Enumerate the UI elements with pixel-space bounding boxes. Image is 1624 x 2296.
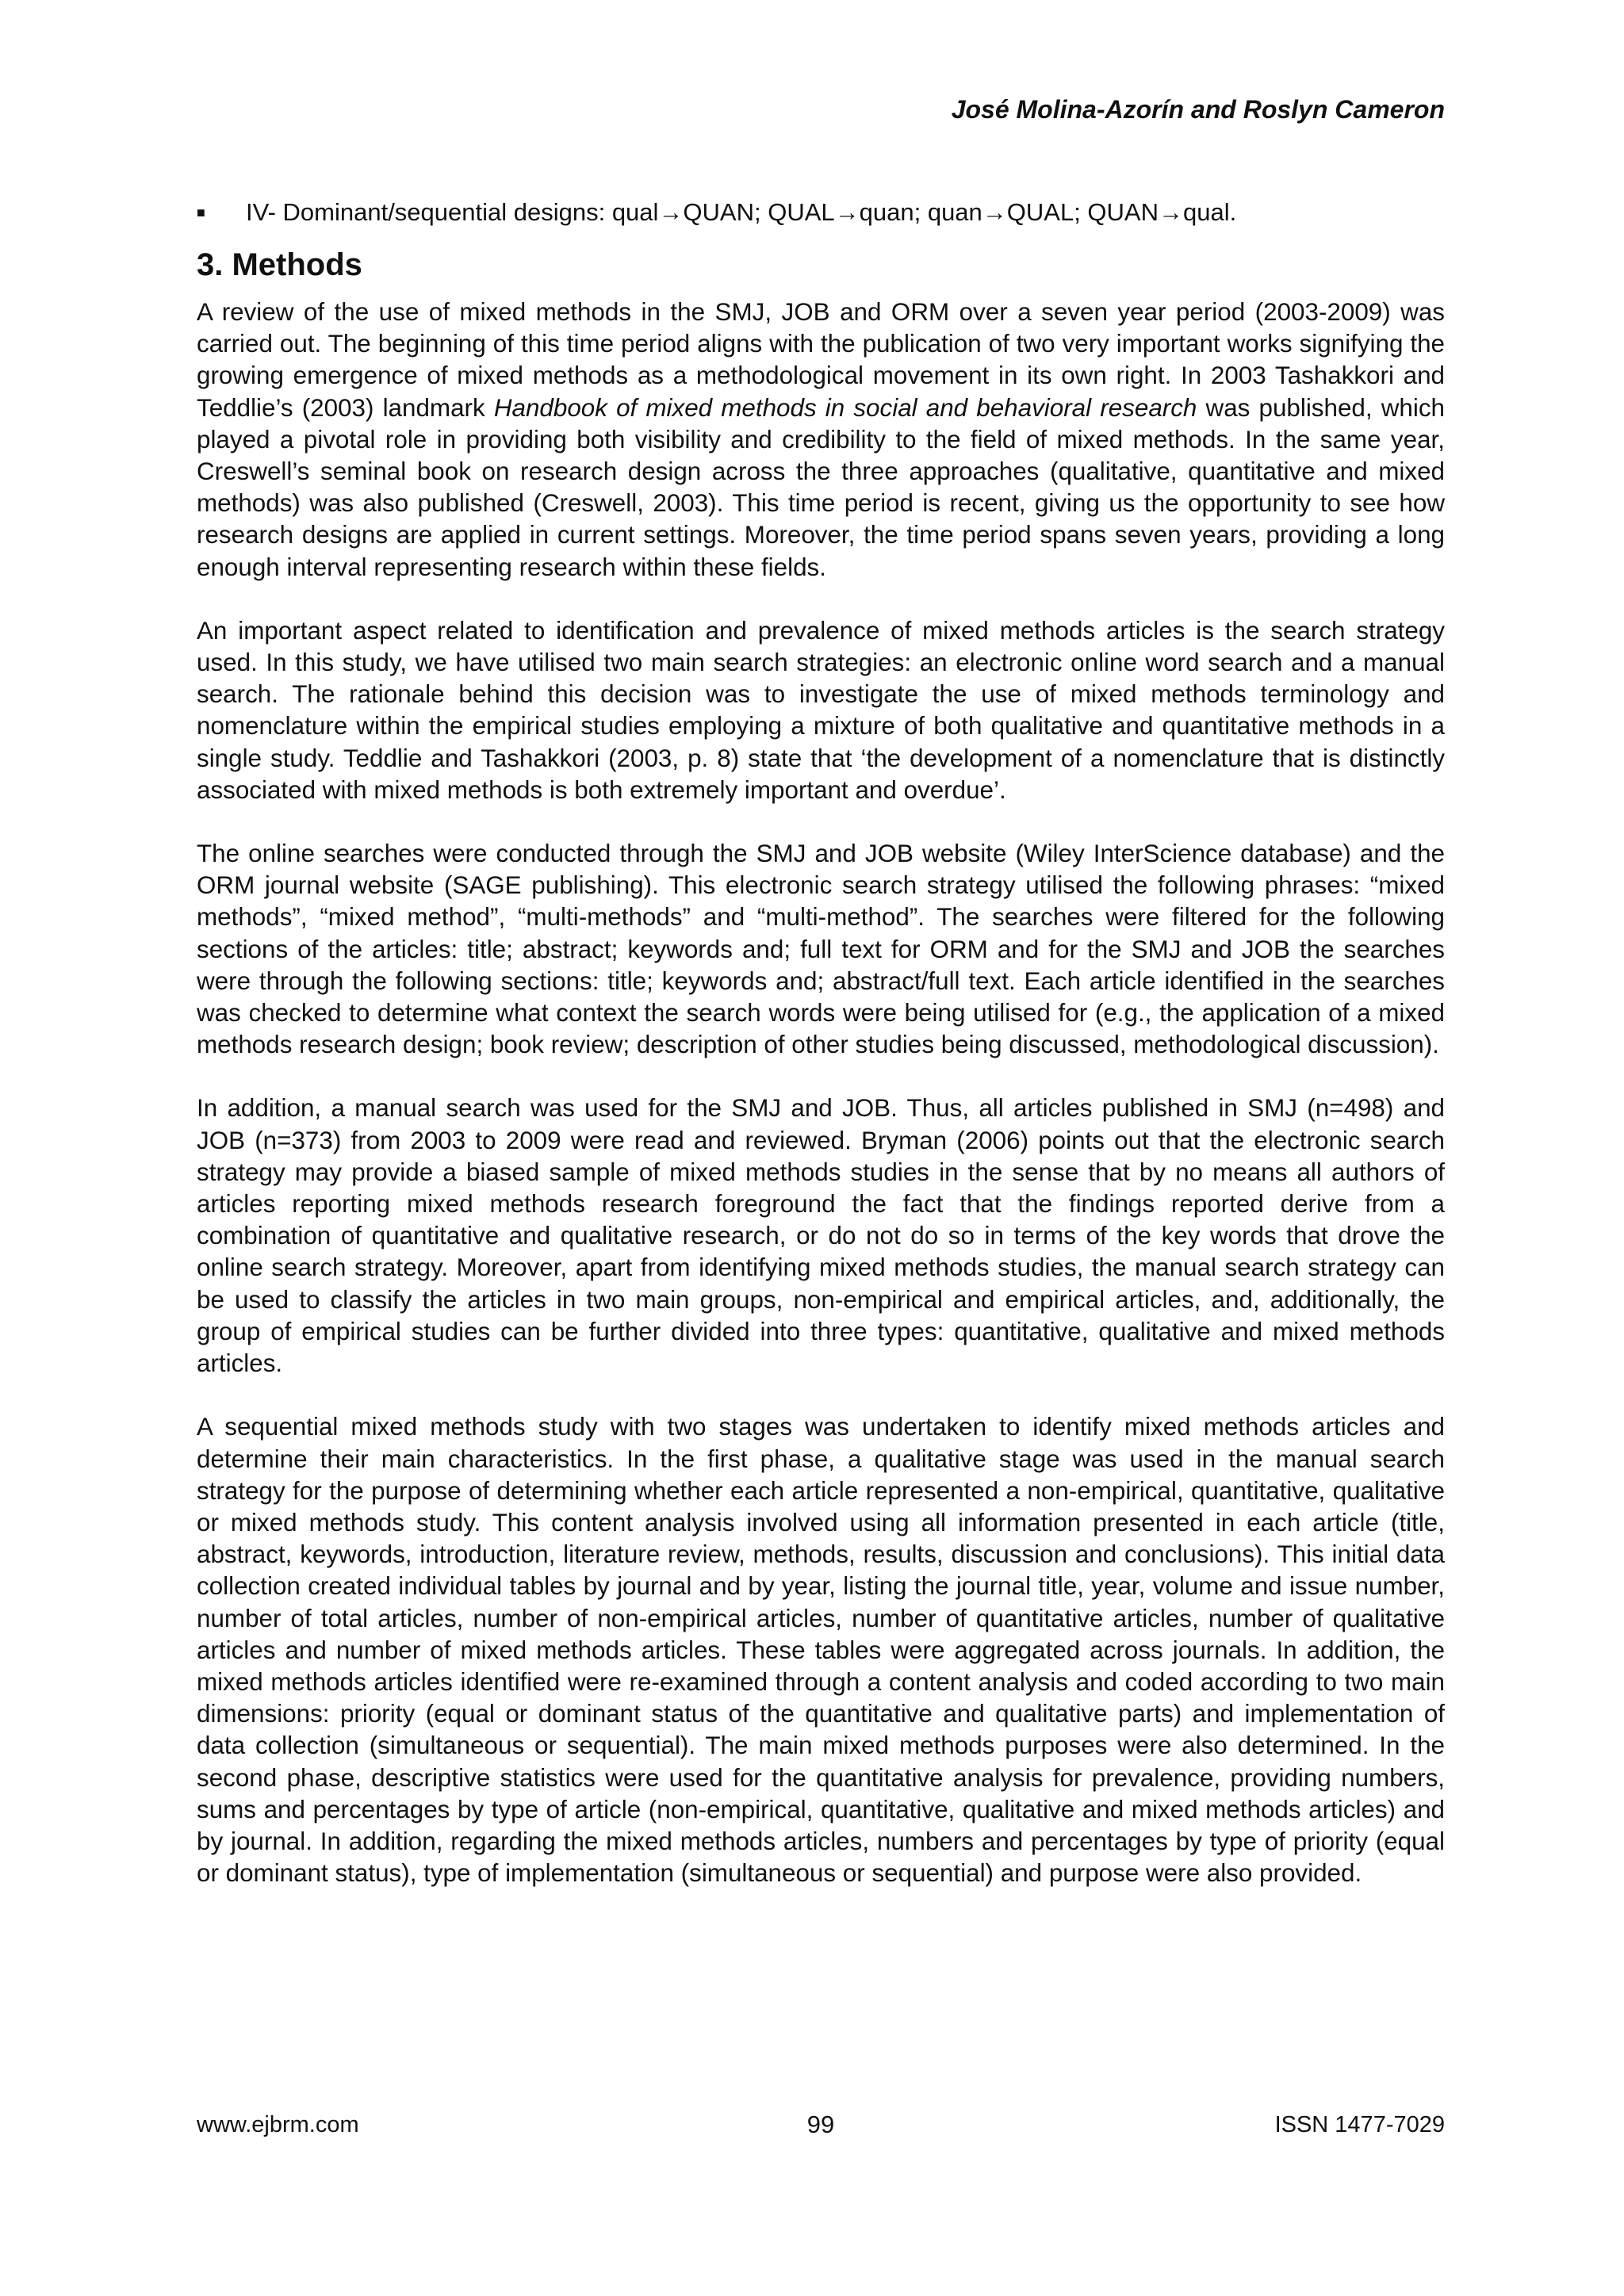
section-heading: 3. Methods bbox=[197, 247, 362, 282]
footer-website: www.ejbrm.com bbox=[197, 2112, 359, 2137]
running-header-author: José Molina-Azorín and Roslyn Cameron bbox=[951, 95, 1445, 124]
square-bullet-icon: ■ bbox=[197, 205, 205, 220]
paragraph-5: A sequential mixed methods study with two stages was undertaken to identify mixed methods articles and determine their main characteristics. In the first phase, a qualitative stage was used in the manual search strategy for the purpose of determining whether each article represented a non-empirical, quantitative, qualitative or mixed methods study. This content analysis involved using all information presented in each article (title, abstract, keywords, introduction, literature review, methods, results, discussion and conclusions). This initial data collection created individual tables by journal and by year, listing the journal title, year, volume and issue number, number of total articles, number of non-empirical articles, number of quantitative articles, number of qualitative articles and number of mixed methods articles. These tables were aggregated across journals. In addition, the mixed methods articles identified were re-examined through a content analysis and coded according to two main dimensions: priority (equal or dominant status of the quantitative and qualitative parts) and implementation of data collection (simultaneous or sequential). The main mixed methods purposes were also determined. In the second phase, descriptive statistics were used for the quantitative analysis for prevalence, providing numbers, sums and percentages by type of article (non-empirical, quantitative, qualitative and mixed methods articles) and by journal. In addition, regarding the mixed methods articles, numbers and percentages by type of priority (equal or dominant status), type of implementation (simultaneous or sequential) and purpose were also provided. bbox=[197, 1413, 1445, 1888]
book-title-italic: Handbook of mixed methods in social and behavioral research bbox=[493, 393, 1197, 422]
body-text bbox=[197, 297, 1445, 1921]
paragraph-1-part-b: was published, which played a pivotal role in providing both visibility and credibility to the field of mixed methods. In the same year, Creswell’s seminal book on research design across the three approaches (qualitative, quantitative and mixed methods) was also published (Creswell, 2003). This time period is recent, giving us the opportunity to see how research designs are applied in current settings. Moreover, the time period spans seven years, providing a long enough interval representing research within these fields. bbox=[197, 393, 1445, 581]
paragraph-4: In addition, a manual search was used for the SMJ and JOB. Thus, all articles published in SMJ (n=498) and JOB (n=373) from 2003 to 2009 were read and reviewed. Bryman (2006) points out that the electronic search strategy may provide a biased sample of mixed methods studies in the sense that by no means all authors of articles reporting mixed methods research foreground the fact that the findings reported derive from a combination of quantitative and qualitative research, or do not do so in terms of the key words that drove the online search strategy. Moreover, apart from identifying mixed methods studies, the manual search strategy can be used to classify the articles in two main groups, non-empirical and empirical articles, and, additionally, the group of empirical studies can be further divided into three types: quantitative, qualitative and mixed methods articles. bbox=[197, 1094, 1445, 1378]
bullet-text: IV- Dominant/sequential designs: qual→QUAN; QUAL→quan; quan→QUAL; QUAN→qual. bbox=[246, 198, 1237, 226]
footer-issn: ISSN 1477-7029 bbox=[1274, 2112, 1445, 2137]
paragraph-1-part-a: A review of the use of mixed methods in the SMJ, JOB and ORM over a seven year period (2003-2009) was carried out. The beginning of this time period aligns with the publication of two very important works signifying the growing emergence of mixed methods as a methodological movement in its own right. In 2003 Tashakkori and Teddlie’s (2003) landmark bbox=[197, 298, 1445, 422]
paragraph-1 bbox=[197, 297, 1445, 584]
bullet-list-item bbox=[197, 197, 1445, 228]
paragraph-3: The online searches were conducted through the SMJ and JOB website (Wiley InterScience database) and the ORM journal website (SAGE publishing). This electronic search strategy utilised the following phrases: “mixed methods”, “mixed method”, “multi-methods” and “multi-method”. The searches were filtered for the following sections of the articles: title; abstract; keywords and; full text for ORM and for the SMJ and JOB the searches were through the following sections: title; keywords and; abstract/full text. Each article identified in the searches was checked to determine what context the search words were being utilised for (e.g., the application of a mixed methods research design; book review; description of other studies being discussed, methodological discussion). bbox=[197, 840, 1445, 1059]
paragraph-2: An important aspect related to identification and prevalence of mixed methods articles is the search strategy used. In this study, we have utilised two main search strategies: an electronic online word search and a manual search. The rationale behind this decision was to investigate the use of mixed methods terminology and nomenclature within the empirical studies employing a mixture of both qualitative and quantitative methods in a single study. Teddlie and Tashakkori (2003, p. 8) state that ‘the development of a nomenclature that is distinctly associated with mixed methods is both extremely important and overdue’. bbox=[197, 616, 1445, 804]
page-number: 99 bbox=[806, 2110, 835, 2138]
